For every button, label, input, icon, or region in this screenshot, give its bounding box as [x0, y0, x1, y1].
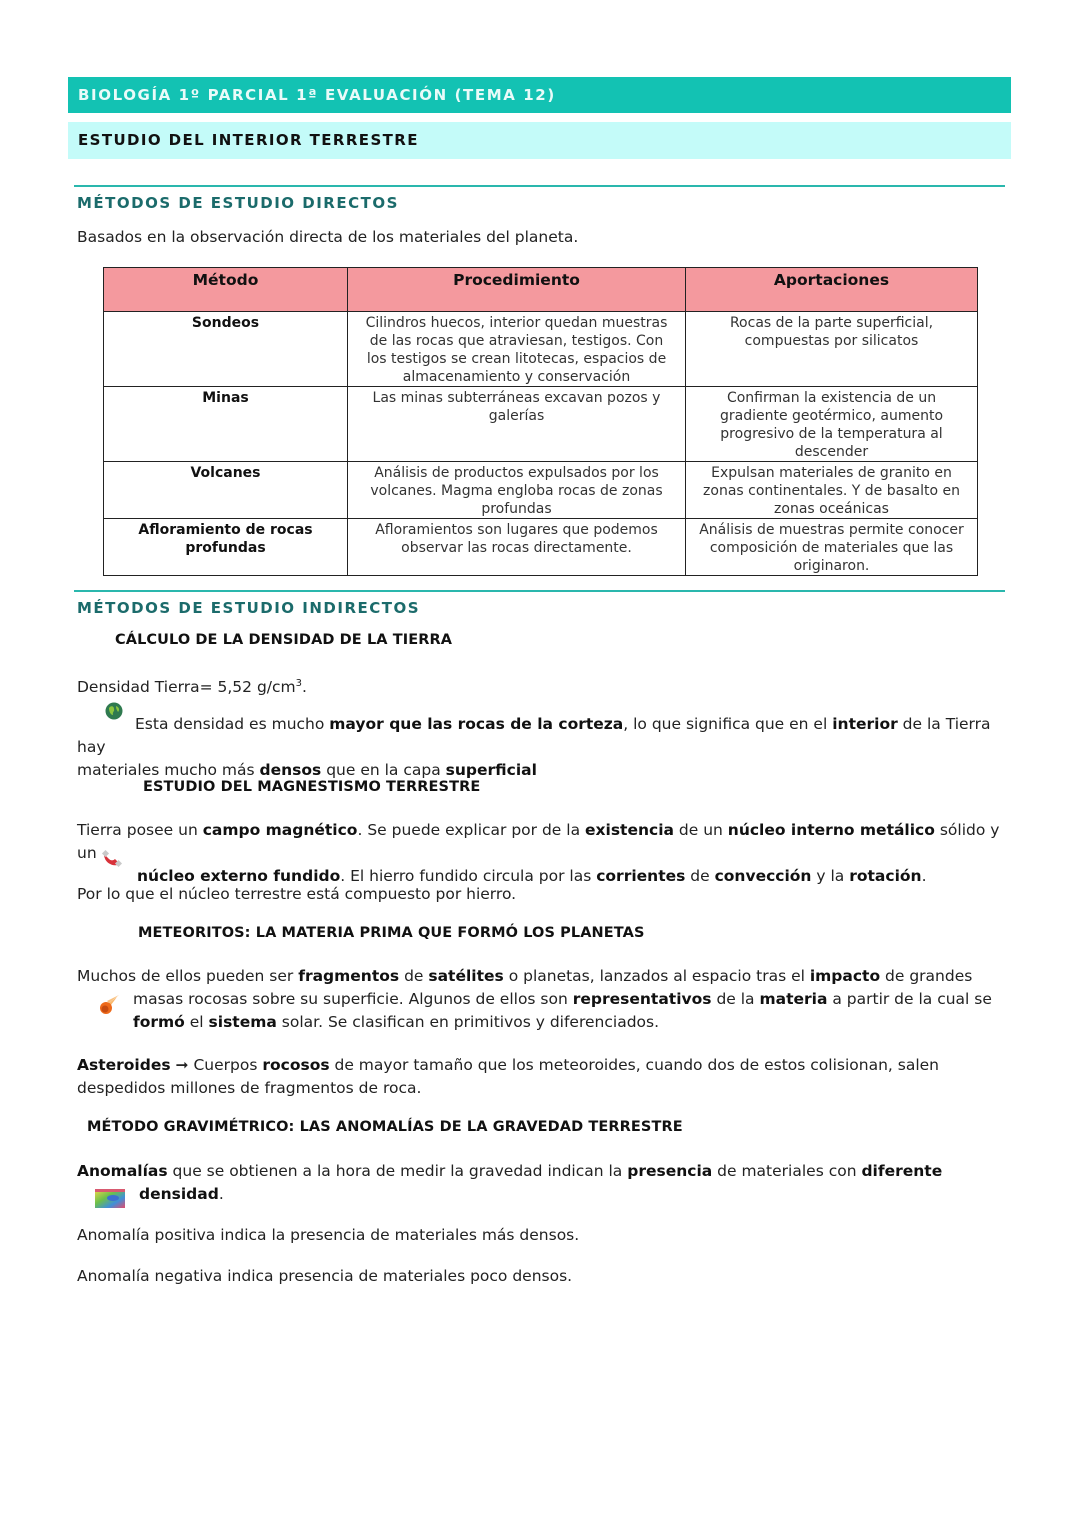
- document-title-banner: [68, 77, 1011, 113]
- contribution-cell: Expulsan materiales de granito en zonas continentales. Y de basalto en zonas oceánicas: [686, 462, 978, 519]
- table-header-row: [104, 268, 978, 312]
- section-divider: [74, 590, 1005, 592]
- section-title-indirect: MÉTODOS DE ESTUDIO INDIRECTOS: [77, 599, 421, 617]
- density-explanation: Esta densidad es mucho mayor que las rocas de la corteza, lo que significa que en el interior de la Tierra hay materiales mucho más densos que en la capa superficial: [77, 715, 991, 779]
- method-cell: Volcanes: [104, 462, 348, 519]
- procedure-cell: Afloramientos son lugares que podemos observar las rocas directamente.: [348, 519, 686, 576]
- table-row: [104, 387, 978, 462]
- method-cell: Afloramiento de rocas profundas: [104, 519, 348, 576]
- document-title: BIOLOGÍA 1º PARCIAL 1ª EVALUACIÓN (TEMA 12): [78, 86, 556, 104]
- magnetism-conclusion: Por lo que el núcleo terrestre está compuesto por hierro.: [77, 885, 517, 903]
- meteor-icon: [97, 993, 121, 1017]
- table-row: [104, 519, 978, 576]
- column-header: Método: [104, 268, 348, 312]
- asteroids-definition: Asteroides ➞ Cuerpos rocosos de mayor tamaño que los meteoroides, cuando dos de estos colisionan, salen despedidos millones de fragmentos de roca.: [77, 1056, 939, 1097]
- table-row: [104, 462, 978, 519]
- meteorites-heading: METEORITOS: LA MATERIA PRIMA QUE FORMÓ LOS PLANETAS: [138, 925, 645, 941]
- meteorites-explanation: Muchos de ellos pueden ser fragmentos de satélites o planetas, lanzados al espacio tras el impacto de grandes masas rocosas sobre su superficie. Algunos de ellos son representativos de la materia a partir de la cual se formó el sistema solar. Se clasifican en primitivos y diferenciados.: [77, 967, 992, 1031]
- negative-anomaly: Anomalía negativa indica presencia de materiales poco densos.: [77, 1267, 573, 1285]
- density-heading: CÁLCULO DE LA DENSIDAD DE LA TIERRA: [115, 632, 453, 648]
- gravity-map-icon: [95, 1189, 125, 1208]
- direct-intro: Basados en la observación directa de los materiales del planeta.: [77, 228, 579, 246]
- section-divider: [74, 185, 1005, 187]
- positive-anomaly: Anomalía positiva indica la presencia de materiales más densos.: [77, 1226, 580, 1244]
- procedure-cell: Las minas subterráneas excavan pozos y galerías: [348, 387, 686, 462]
- density-value: Densidad Tierra= 5,52 $g/cm^3$.: [77, 678, 307, 697]
- contribution-cell: Confirman la existencia de un gradiente geotérmico, aumento progresivo de la temperatura al descender: [686, 387, 978, 462]
- magnet-icon: [100, 848, 122, 870]
- method-cell: Minas: [104, 387, 348, 462]
- method-cell: Sondeos: [104, 312, 348, 387]
- procedure-cell: Cilindros huecos, interior quedan muestras de las rocas que atraviesan, testigos. Con los testigos se crean litotecas, espacios de almacenamiento y conservación: [348, 312, 686, 387]
- topic-title: ESTUDIO DEL INTERIOR TERRESTRE: [78, 131, 419, 149]
- procedure-cell: Análisis de productos expulsados por los volcanes. Magma engloba rocas de zonas profundas: [348, 462, 686, 519]
- section-title-direct: MÉTODOS DE ESTUDIO DIRECTOS: [77, 194, 399, 212]
- contribution-cell: Rocas de la parte superficial, compuestas por silicatos: [686, 312, 978, 387]
- gravimetric-explanation: Anomalías que se obtienen a la hora de medir la gravedad indican la presencia de materiales con diferente densidad.: [77, 1162, 943, 1203]
- contribution-cell: Análisis de muestras permite conocer composición de materiales que las originaron.: [686, 519, 978, 576]
- column-header: Procedimiento: [348, 268, 686, 312]
- table-row: [104, 312, 978, 387]
- magnetism-heading: ESTUDIO DEL MAGNESTISMO TERRESTRE: [143, 779, 481, 795]
- topic-title-banner: [68, 122, 1011, 159]
- magnetism-explanation: Tierra posee un campo magnético. Se puede explicar por de la existencia de un núcleo interno metálico sólido y un núcleo externo fundido. El hierro fundido circula por las corrientes de convección y la rotación.: [77, 821, 1000, 885]
- gravimetric-heading: MÉTODO GRAVIMÉTRICO: LAS ANOMALÍAS DE LA GRAVEDAD TERRESTRE: [87, 1119, 683, 1135]
- column-header: Aportaciones: [686, 268, 978, 312]
- direct-methods-table: [103, 267, 978, 576]
